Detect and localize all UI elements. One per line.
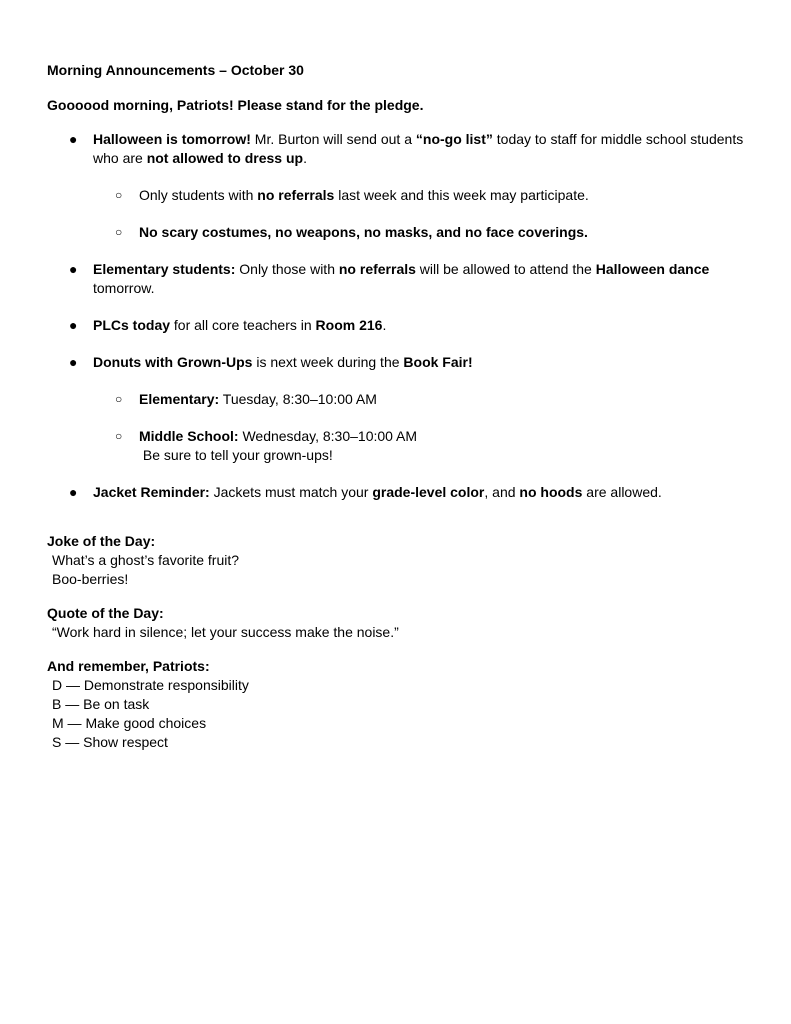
plcs-lead: PLCs today [93,317,171,333]
halloween-text-2: today to staff for middle school students who are [93,131,744,166]
document-page [47,61,747,752]
remember-item-d: D — Demonstrate responsibility [52,677,249,693]
sub-bullet-circle: ○ [115,429,123,443]
referrals-text-1: Only students with [139,187,258,203]
jacket-no-hoods: no hoods [519,484,583,500]
sub-bullet-circle: ○ [115,392,123,406]
donuts-sublist [93,390,747,465]
joke-section [47,532,747,589]
bullet-dot: ● [69,354,78,370]
referrals-bold: no referrals [257,187,335,203]
bullet-halloween [47,130,747,242]
jacket-grade-level-color: grade-level color [372,484,485,500]
jacket-text-2: , and [484,484,520,500]
jacket-lead: Jacket Reminder: [93,484,210,500]
halloween-not-allowed: not allowed to dress up [146,150,304,166]
middle-school-schedule-time: Wednesday, 8:30–10:00 AM [238,428,418,444]
greeting-line: Goooood morning, Patriots! Please stand for the pledge. [47,97,424,113]
costume-rules-text: No scary costumes, no weapons, no masks, and no face coverings. [139,224,588,240]
jacket-text [93,483,747,502]
remember-heading: And remember, Patriots: [47,658,210,674]
elementary-schedule-label: Elementary: [139,391,220,407]
elementary-text [93,260,747,298]
bullet-dot: ● [69,317,78,333]
quote-section [47,604,747,642]
sub-bullet-circle: ○ [115,188,123,202]
plcs-text-2: . [382,317,387,333]
elementary-halloween-dance: Halloween dance [595,261,710,277]
jacket-text-3: are allowed. [582,484,662,500]
elementary-text-2: will be allowed to attend the [415,261,596,277]
halloween-lead: Halloween is tomorrow! [93,131,251,147]
bullet-donuts [47,353,747,465]
halloween-no-go-list: “no-go list” [415,131,493,147]
remember-section [47,657,747,752]
elementary-text-1: Only those with [235,261,339,277]
sub-bullet-referrals [93,186,747,205]
remember-item-s: S — Show respect [52,734,168,750]
halloween-sublist [93,186,747,242]
referrals-text-2: last week and this week may participate. [334,187,589,203]
document-title: Morning Announcements – October 30 [47,62,304,78]
bullet-dot: ● [69,131,78,147]
plcs-text [93,316,747,335]
halloween-text-1: Mr. Burton will send out a [250,131,416,147]
joke-heading: Joke of the Day: [47,533,156,549]
joke-question: What’s a ghost’s favorite fruit? [52,552,240,568]
donuts-book-fair: Book Fair! [403,354,473,370]
bullet-jacket [47,483,747,502]
plcs-text-1: for all core teachers in [170,317,316,333]
bullet-dot: ● [69,261,78,277]
halloween-text [93,130,747,168]
elementary-text-3: tomorrow. [93,280,155,296]
elementary-lead: Elementary students: [93,261,236,277]
quote-text: “Work hard in silence; let your success make the noise.” [52,624,399,640]
bullet-elementary [47,260,747,298]
sub-bullet-elementary-schedule [93,390,747,409]
remember-item-m: M — Make good choices [52,715,207,731]
joke-answer: Boo-berries! [52,571,129,587]
grown-ups-reminder: Be sure to tell your grown-ups! [139,447,333,463]
elementary-schedule-time: Tuesday, 8:30–10:00 AM [219,391,377,407]
plcs-room: Room 216 [315,317,383,333]
middle-school-schedule-label: Middle School: [139,428,239,444]
donuts-lead: Donuts with Grown-Ups [93,354,253,370]
bullet-plcs [47,316,747,335]
jacket-text-1: Jackets must match your [209,484,373,500]
remember-item-b: B — Be on task [52,696,150,712]
quote-heading: Quote of the Day: [47,605,164,621]
sub-bullet-costume-rules [93,223,747,242]
sub-bullet-middle-school-schedule [93,427,747,465]
donuts-text [93,353,747,372]
donuts-text-1: is next week during the [252,354,404,370]
halloween-text-3: . [303,150,307,166]
bullet-dot: ● [69,484,78,500]
elementary-no-referrals: no referrals [338,261,416,277]
announcement-list [47,130,747,502]
sub-bullet-circle: ○ [115,225,123,239]
